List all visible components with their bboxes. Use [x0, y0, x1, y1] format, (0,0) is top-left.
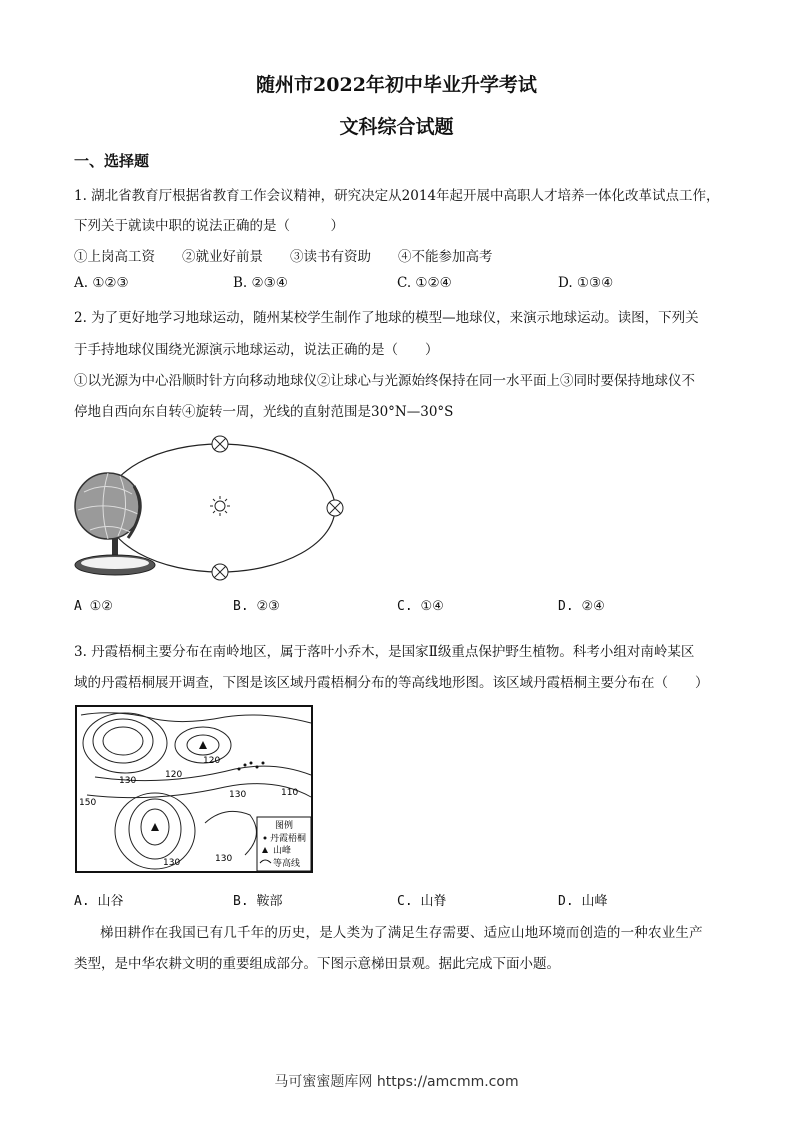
- question-2-text-line-2: 于手持地球仪围绕光源演示地球运动，说法正确的是（ ）: [74, 342, 439, 358]
- question-3-option-b: B. 鞍部: [233, 894, 283, 909]
- contour-label: 120: [165, 770, 183, 780]
- question-3-option-d: D. 山峰: [558, 894, 608, 909]
- contour-label: 130: [229, 790, 247, 800]
- question-2-text-line-3: ①以光源为中心沿顺时针方向移动地球仪②让球心与光源始终保持在同一水平面上③同时要保持地球仪不: [74, 373, 695, 389]
- question-1-option-b: B. ②③④: [233, 275, 288, 291]
- question-2-text-line-1: 2. 为了更好地学习地球运动，随州某校学生制作了地球的模型—地球仪，来演示地球运动。读图，下列关: [74, 310, 699, 326]
- earth-marker-icon-bottom: [212, 564, 228, 580]
- earth-marker-icon-top: [212, 436, 228, 452]
- question-1-text-line-2: 下列关于就读中职的说法正确的是（ ）: [74, 218, 344, 234]
- question-1-option-c: C. ①②④: [397, 275, 452, 291]
- contour-label: 130: [119, 776, 137, 786]
- question-2-option-c: C. ①④: [397, 599, 444, 614]
- svg-text:丹霞梧桐: 丹霞梧桐: [270, 834, 307, 844]
- sun-icon: [210, 496, 230, 516]
- question-2-text-line-4: 停地自西向东自转④旋转一周，光线的直射范围是30°N—30°S: [74, 404, 454, 420]
- question-3-option-c: C. 山脊: [397, 894, 447, 909]
- contour-label: 110: [281, 788, 299, 798]
- globe-model-icon: [75, 473, 155, 575]
- svg-text:等高线: 等高线: [273, 859, 301, 869]
- globe-orbit-figure: [70, 430, 350, 590]
- question-1-option-d: D. ①③④: [558, 275, 614, 291]
- question-1-option-a: A. ①②③: [74, 275, 129, 291]
- question-3-text-line-2: 域的丹霞梧桐展开调查，下图是该区域丹霞梧桐分布的等高线地形图。该区域丹霞梧桐主要分布在（ ）: [74, 675, 709, 691]
- page-subtitle: 文科综合试题: [339, 116, 454, 138]
- question-3-text-line-1: 3. 丹霞梧桐主要分布在南岭地区，属于落叶小乔木，是国家Ⅱ级重点保护野生植物。科考小组对南岭某区: [74, 644, 695, 660]
- footer-watermark[interactable]: 马可蜜蜜题库网 https://amcmm.com: [274, 1074, 519, 1090]
- svg-text:山峰: 山峰: [273, 846, 292, 856]
- question-1-items: ①上岗高工资 ②就业好前景 ③读书有资助 ④不能参加高考: [74, 249, 493, 265]
- page-title: 随州市2022年初中毕业升学考试: [256, 74, 537, 96]
- svg-text:图例: 图例: [275, 821, 294, 831]
- passage-line-1: 梯田耕作在我国已有几千年的历史，是人类为了满足生存需要、适应山地环境而创造的一种农业生产: [100, 925, 703, 941]
- question-2-option-d: D. ②④: [558, 599, 605, 614]
- contour-label: 120: [203, 756, 221, 766]
- question-1-text-line-1: 1. 湖北省教育厅根据省教育工作会议精神，研究决定从2014年起开展中高职人才培养一体化改革试点工作，: [74, 188, 720, 204]
- map-legend: [257, 817, 311, 871]
- contour-label: 130: [215, 854, 233, 864]
- question-3-option-a: A. 山谷: [74, 894, 124, 909]
- earth-marker-icon-right: [327, 500, 343, 516]
- contour-map: [75, 705, 313, 873]
- section-heading: 一、选择题: [74, 152, 150, 170]
- question-2-option-b: B. ②③: [233, 599, 280, 614]
- contour-label: 150: [79, 798, 97, 808]
- question-2-option-a: A ①②: [74, 599, 113, 614]
- passage-line-2: 类型，是中华农耕文明的重要组成部分。下图示意梯田景观。据此完成下面小题。: [74, 956, 560, 972]
- contour-label: 130: [163, 858, 181, 868]
